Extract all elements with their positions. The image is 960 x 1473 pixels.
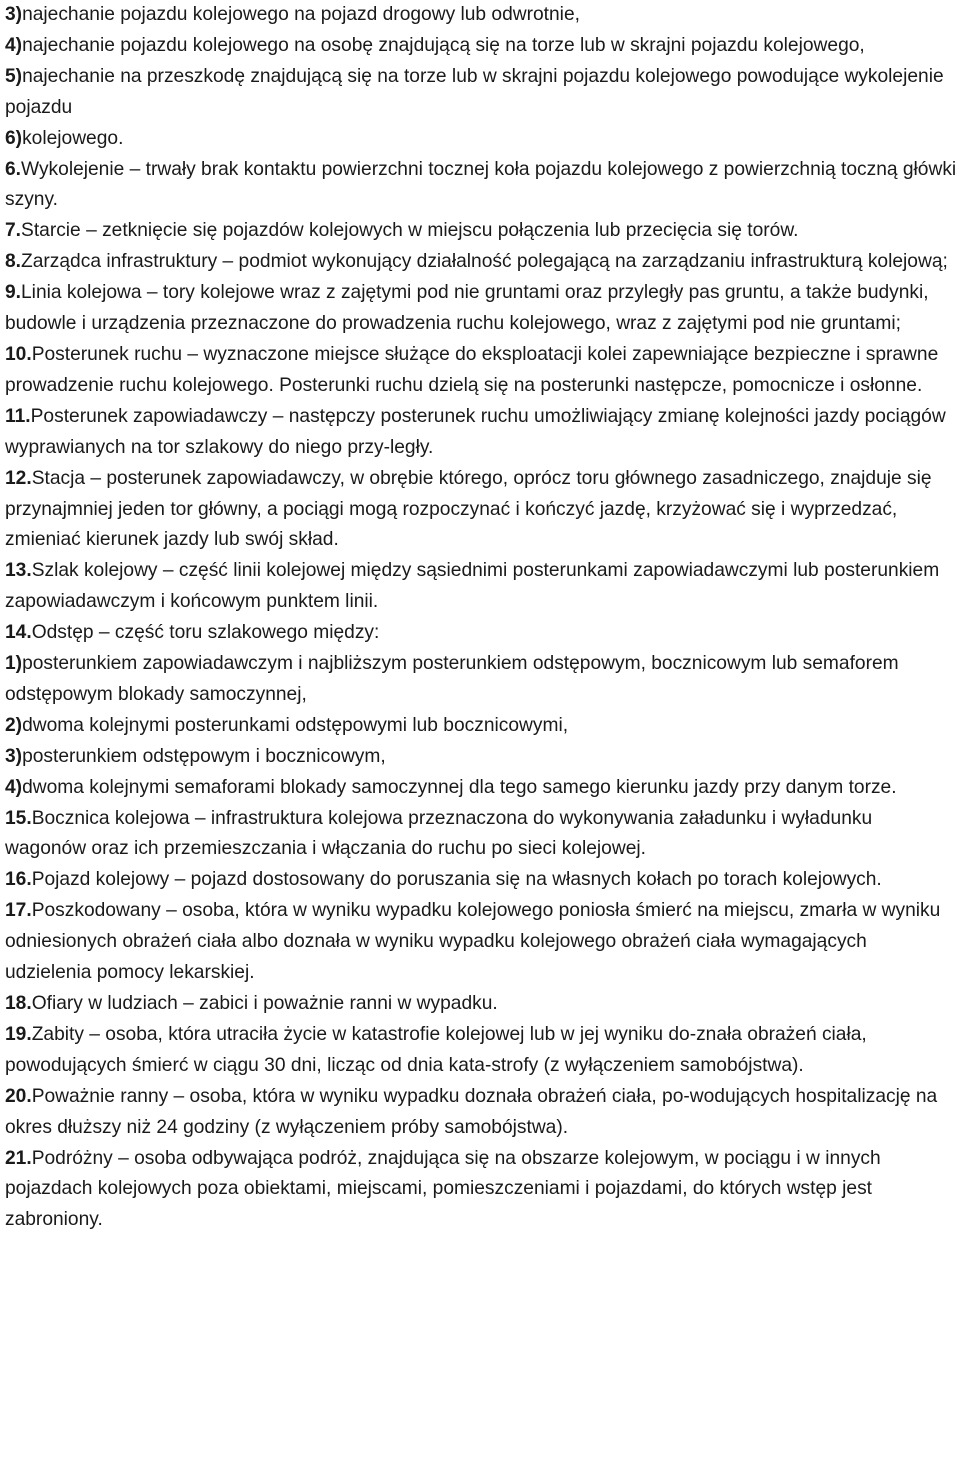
definition-11-posterunek-zapowiadawczy bbox=[5, 402, 957, 464]
definition-17-poszkodowany bbox=[5, 896, 957, 989]
item-number: 6) bbox=[5, 127, 23, 149]
paragraph-item-3 bbox=[5, 0, 957, 31]
item-number: 20. bbox=[5, 1085, 32, 1107]
odstep-item-2 bbox=[5, 711, 957, 742]
definition-6-wykolejenie bbox=[5, 155, 957, 217]
odstep-item-3 bbox=[5, 742, 957, 773]
item-number: 15. bbox=[5, 807, 32, 829]
item-text: Wykolejenie – trwały brak kontaktu powierzchni tocznej koła pojazdu kolejowego z powierzchnią toczną główki szyny. bbox=[5, 158, 957, 211]
definition-15-bocznica bbox=[5, 804, 957, 866]
item-number: 11. bbox=[5, 405, 31, 427]
item-text: Posterunek ruchu – wyznaczone miejsce służące do eksploatacji kolei zapewniające bezpieczne i sprawne prowadzenie ruchu kolejowego. Posterunki ruchu dzielą się na posterunki następcze, pomocnicze i osłonne. bbox=[5, 343, 939, 396]
definition-21-podrozny bbox=[5, 1144, 957, 1237]
item-text: kolejowego. bbox=[22, 127, 124, 149]
item-text: Bocznica kolejowa – infrastruktura kolejowa przeznaczona do wykonywania załadunku i wyładunku wagonów oraz ich przemieszczania i włączania do ruchu po sieci kolejowej. bbox=[5, 807, 873, 860]
item-text: Zabity – osoba, która utraciła życie w katastrofie kolejowej lub w jej wyniku do-znała obrażeń ciała, powodujących śmierć w ciągu 30 dni, licząc od dnia kata-strofy (z wyłączeniem samobójstwa). bbox=[5, 1023, 867, 1076]
item-number: 3) bbox=[5, 4, 23, 25]
item-number: 12. bbox=[5, 467, 32, 489]
definition-13-szlak bbox=[5, 556, 957, 618]
item-text: Szlak kolejowy – część linii kolejowej między sąsiednimi posterunkami zapowiadawczymi lub posterunkiem zapowiadawczym i końcowym punktem linii. bbox=[5, 560, 940, 613]
item-number: 16. bbox=[5, 869, 32, 891]
item-text: Zarządca infrastruktury – podmiot wykonujący działalność polegającą na zarządzaniu infrastrukturą kolejową; bbox=[21, 251, 948, 273]
definition-7-starcie bbox=[5, 216, 957, 247]
paragraph-item-5 bbox=[5, 62, 957, 124]
item-text: Posterunek zapowiadawczy – następczy posterunek ruchu umożliwiający zmianę kolejności jazdy pociągów wyprawianych na tor szlakowy do niego przy-legły. bbox=[5, 405, 946, 458]
item-text: Odstęp – część toru szlakowego między: bbox=[31, 622, 380, 644]
item-text: dwoma kolejnymi semaforami blokady samoczynnej dla tego samego kierunku jazdy przy danym torze. bbox=[22, 776, 897, 798]
item-number: 7. bbox=[5, 220, 22, 242]
item-number: 17. bbox=[5, 900, 32, 922]
odstep-item-4 bbox=[5, 773, 957, 804]
item-number: 19. bbox=[5, 1023, 32, 1045]
item-text: dwoma kolejnymi posterunkami odstępowymi lub bocznicowymi, bbox=[22, 714, 569, 736]
item-number: 5) bbox=[5, 65, 23, 87]
item-text: najechanie na przeszkodę znajdującą się na torze lub w skrajni pojazdu kolejowego powodujące wykolejenie pojazdu bbox=[5, 65, 944, 118]
item-text: posterunkiem odstępowym i bocznicowym, bbox=[22, 745, 386, 767]
item-text: Pojazd kolejowy – pojazd dostosowany do poruszania się na własnych kołach po torach kolejowych. bbox=[31, 869, 882, 891]
item-number: 10. bbox=[5, 343, 32, 365]
definition-12-stacja bbox=[5, 464, 957, 557]
item-number: 6. bbox=[5, 158, 22, 180]
definition-14-odstep bbox=[5, 618, 957, 649]
item-text: najechanie pojazdu kolejowego na pojazd drogowy lub odwrotnie, bbox=[22, 4, 580, 25]
paragraph-item-4 bbox=[5, 31, 957, 62]
item-text: Podróżny – osoba odbywająca podróż, znajdująca się na obszarze kolejowym, w pociągu i w innych pojazdach kolejowych poza obiektami, miejscami, pomieszczeniami i pojazdami, do których wstęp jest zabroniony. bbox=[5, 1147, 881, 1231]
document-body bbox=[5, 0, 957, 1236]
definition-9-linia-kolejowa bbox=[5, 278, 957, 340]
item-text: Linia kolejowa – tory kolejowe wraz z zajętymi pod nie gruntami oraz przyległy pas gruntu, a także budynki, budowle i urządzenia przeznaczone do prowadzenia ruchu kolejowego, wraz z zajętymi pod nie gruntami; bbox=[5, 282, 929, 335]
paragraph-item-6-sub bbox=[5, 124, 957, 155]
odstep-item-1 bbox=[5, 649, 957, 711]
item-text: Starcie – zetknięcie się pojazdów kolejowych w miejscu połączenia lub przecięcia się torów. bbox=[21, 220, 799, 242]
definition-20-powaznie-ranny bbox=[5, 1082, 957, 1144]
item-number: 14. bbox=[5, 622, 32, 644]
item-text: najechanie pojazdu kolejowego na osobę znajdującą się na torze lub w skrajni pojazdu kolejowego, bbox=[22, 34, 865, 56]
definition-10-posterunek-ruchu bbox=[5, 340, 957, 402]
item-number: 3) bbox=[5, 745, 23, 767]
item-number: 9. bbox=[5, 282, 22, 304]
item-text: Poważnie ranny – osoba, która w wyniku wypadku doznała obrażeń ciała, po-wodujących hospitalizację na okres dłuższy niż 24 godziny (z wyłączeniem próby samobójstwa). bbox=[5, 1085, 938, 1138]
item-number: 18. bbox=[5, 993, 32, 1014]
item-text: Poszkodowany – osoba, która w wyniku wypadku kolejowego poniosła śmierć na miejscu, zmarła w wyniku odniesionych obrażeń ciała albo doznała w wyniku wypadku kolejowego obrażeń ciała wymagających udzielenia pomocy lekarskiej. bbox=[5, 900, 941, 984]
definition-18-ofiary bbox=[5, 989, 957, 1020]
item-number: 2) bbox=[5, 714, 23, 736]
item-number: 1) bbox=[5, 653, 23, 675]
item-text: Stacja – posterunek zapowiadawczy, w obrębie którego, oprócz toru głównego zasadniczego, znajduje się przynajmniej jeden tor główny, a pociągi mogą rozpoczynać i kończyć jazdę, krzyżować się i wyprzedzać, zmieniać kierunek jazdy lub swój skład. bbox=[5, 467, 932, 551]
definition-8-zarzadca bbox=[5, 247, 957, 278]
item-text: Ofiary w ludziach – zabici i poważnie ranni w wypadku. bbox=[31, 993, 498, 1014]
definition-19-zabity bbox=[5, 1020, 957, 1082]
item-number: 4) bbox=[5, 34, 23, 56]
item-number: 21. bbox=[5, 1147, 32, 1169]
item-number: 4) bbox=[5, 776, 23, 798]
item-number: 8. bbox=[5, 251, 22, 273]
item-text: posterunkiem zapowiadawczym i najbliższym posterunkiem odstępowym, bocznicowym lub semaforem odstępowym blokady samoczynnej, bbox=[5, 653, 899, 705]
item-number: 13. bbox=[5, 560, 32, 582]
definition-16-pojazd-kolejowy bbox=[5, 865, 957, 896]
